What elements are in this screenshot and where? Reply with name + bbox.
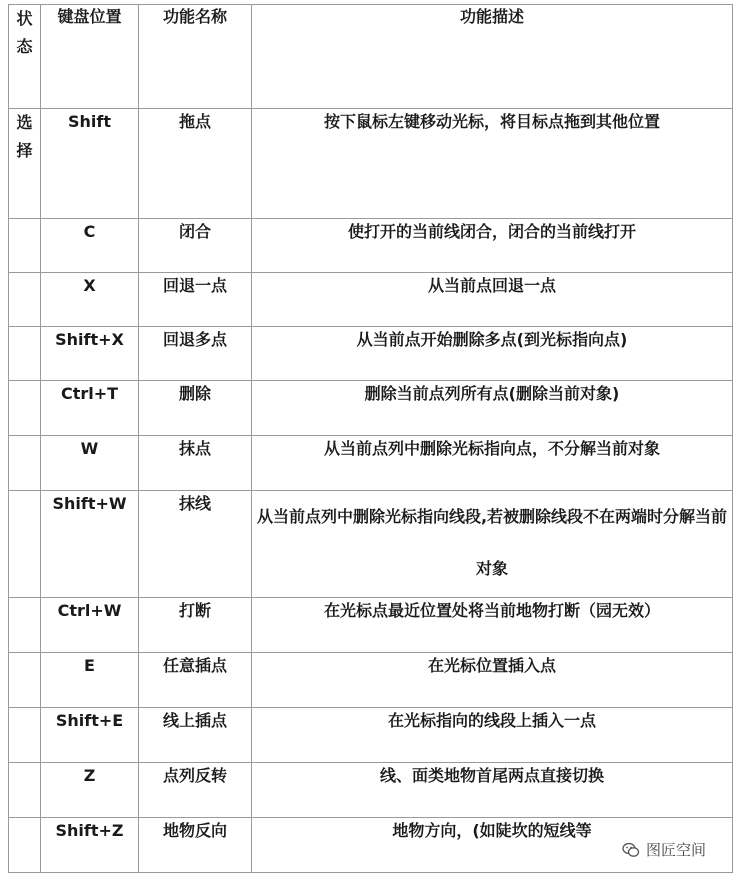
name-cell: 回退多点: [139, 327, 252, 381]
header-function-desc: 功能描述: [252, 5, 733, 109]
key-cell: Shift: [41, 109, 139, 219]
table-row: [9, 219, 733, 273]
header-function-name: 功能名称: [139, 5, 252, 109]
name-cell: 抹线: [139, 491, 252, 598]
desc-cell: 从当前点列中删除光标指向线段,若被删除线段不在两端时分解当前对象: [252, 491, 733, 598]
table-row: [9, 273, 733, 327]
name-cell: 地物反向: [139, 818, 252, 873]
header-row: [9, 5, 733, 109]
header-state: 状 态: [9, 5, 41, 109]
state-cell: [9, 598, 41, 653]
wechat-icon: [622, 841, 640, 859]
key-cell: Z: [41, 763, 139, 818]
desc-cell: 删除当前点列所有点(删除当前对象): [252, 381, 733, 436]
desc-cell: 线、面类地物首尾两点直接切换: [252, 763, 733, 818]
keyboard-function-table: [8, 4, 733, 873]
desc-cell: 在光标位置插入点: [252, 653, 733, 708]
desc-cell: 从当前点开始删除多点(到光标指向点): [252, 327, 733, 381]
state-cell: [9, 381, 41, 436]
name-cell: 拖点: [139, 109, 252, 219]
state-cell: [9, 763, 41, 818]
state-cell: [9, 708, 41, 763]
watermark-text: 图匠空间: [645, 841, 706, 859]
desc-cell: 在光标指向的线段上插入一点: [252, 708, 733, 763]
state-select: 选 择: [9, 109, 41, 219]
key-cell: Ctrl+W: [41, 598, 139, 653]
key-cell: X: [41, 273, 139, 327]
key-cell: C: [41, 219, 139, 273]
desc-cell: 按下鼠标左键移动光标，将目标点拖到其他位置: [252, 109, 733, 219]
table-row: [9, 109, 733, 219]
desc-cell: 在光标点最近位置处将当前地物打断（园无效）: [252, 598, 733, 653]
desc-cell: 从当前点列中删除光标指向点，不分解当前对象: [252, 436, 733, 491]
key-cell: Shift+Z: [41, 818, 139, 873]
state-cell: [9, 818, 41, 873]
header-key-position: 键盘位置: [41, 5, 139, 109]
state-cell: [9, 273, 41, 327]
desc-cell: 地物方向，(如陡坎的短线等: [252, 818, 733, 873]
table-row: [9, 327, 733, 381]
state-cell: [9, 327, 41, 381]
name-cell: 闭合: [139, 219, 252, 273]
state-cell: [9, 491, 41, 598]
key-cell: Shift+E: [41, 708, 139, 763]
table-row: [9, 653, 733, 708]
state-cell: [9, 436, 41, 491]
name-cell: 删除: [139, 381, 252, 436]
key-cell: E: [41, 653, 139, 708]
name-cell: 抹点: [139, 436, 252, 491]
desc-cell: 使打开的当前线闭合，闭合的当前线打开: [252, 219, 733, 273]
key-cell: Shift+W: [41, 491, 139, 598]
table-row: [9, 491, 733, 598]
table-row: [9, 598, 733, 653]
state-cell: [9, 219, 41, 273]
table-row: [9, 381, 733, 436]
key-cell: W: [41, 436, 139, 491]
watermark: [616, 837, 712, 862]
table-row: [9, 436, 733, 491]
state-cell: [9, 653, 41, 708]
table-row: [9, 708, 733, 763]
name-cell: 点列反转: [139, 763, 252, 818]
key-cell: Ctrl+T: [41, 381, 139, 436]
name-cell: 任意插点: [139, 653, 252, 708]
name-cell: 线上插点: [139, 708, 252, 763]
table-row: [9, 763, 733, 818]
desc-cell: 从当前点回退一点: [252, 273, 733, 327]
name-cell: 回退一点: [139, 273, 252, 327]
name-cell: 打断: [139, 598, 252, 653]
key-cell: Shift+X: [41, 327, 139, 381]
